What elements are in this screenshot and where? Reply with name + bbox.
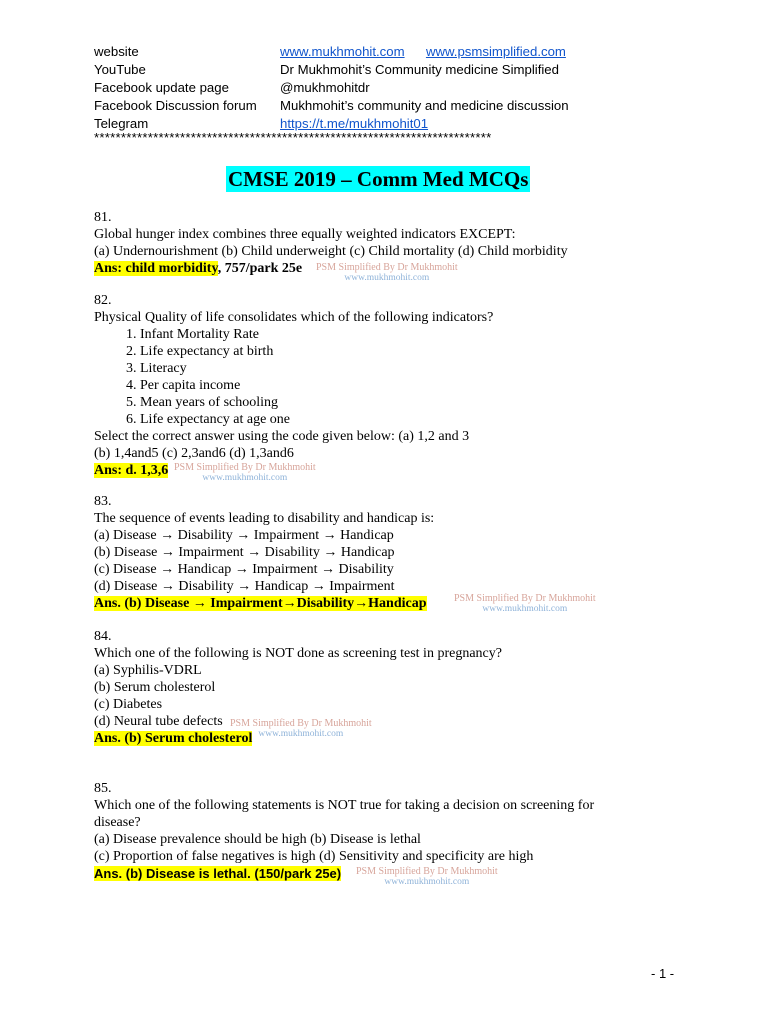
header-label: YouTube (94, 62, 146, 77)
question-number: 82. (94, 293, 112, 308)
watermark: PSM Simplified By Dr Mukhmohit www.mukhmohit.com (230, 718, 372, 739)
question-options: (b) Serum cholesterol (94, 680, 216, 695)
question-options: (b) Disease → Impairment → Disability → Handicap (94, 545, 395, 560)
list-item: 1. Infant Mortality Rate (140, 326, 493, 343)
separator-line: ************************************************************************** (94, 130, 492, 145)
question-options: (a) Syphilis-VDRL (94, 663, 202, 678)
header-row-website (94, 43, 694, 61)
question-options: (b) 1,4and5 (c) 2,3and6 (d) 1,3and6 (94, 446, 294, 461)
question-82 (94, 292, 493, 479)
question-options: (a) Undernourishment (b) Child underweight (c) Child mortality (d) Child morbidity (94, 244, 568, 259)
question-number: 83. (94, 494, 112, 509)
telegram-link[interactable]: https://t.me/mukhmohit01 (280, 116, 429, 131)
question-options: (d) Disease → Disability → Handicap → Impairment (94, 579, 395, 594)
question-options: (d) Neural tube defects (94, 714, 223, 729)
header-value: Dr Mukhmohit’s Community medicine Simplified (280, 62, 559, 77)
watermark: PSM Simplified By Dr Mukhmohit www.mukhmohit.com (174, 462, 316, 483)
header-value: @mukhmohitdr (280, 80, 370, 95)
question-text: Global hunger index combines three equally weighted indicators EXCEPT: (94, 227, 516, 242)
watermark: PSM Simplified By Dr Mukhmohit www.mukhmohit.com (356, 866, 498, 887)
page-title: CMSE 2019 – Comm Med MCQs (228, 167, 529, 191)
question-options: Select the correct answer using the code given below: (a) 1,2 and 3 (94, 429, 470, 444)
list-item: 2. Life expectancy at birth (140, 343, 493, 360)
answer-highlight: Ans: d. 1,3,6 (94, 463, 169, 478)
header-label: Facebook update page (94, 80, 229, 95)
watermark: PSM Simplified By Dr Mukhmohit www.mukhmohit.com (316, 262, 458, 283)
website-link-mukhmohit[interactable]: www.mukhmohit.com (280, 44, 405, 59)
question-83 (94, 493, 434, 612)
header-row-facebook-forum (94, 97, 694, 115)
question-text: The sequence of events leading to disability and handicap is: (94, 511, 435, 526)
header-label: website (94, 44, 139, 59)
indicator-list (94, 326, 493, 428)
answer-reference: , 757/park 25e (217, 261, 303, 276)
header-label: Facebook Discussion forum (94, 98, 257, 113)
question-number: 84. (94, 629, 112, 644)
header-label: Telegram (94, 116, 149, 131)
answer-highlight: Ans: child morbidity (94, 261, 218, 276)
question-options: (c) Proportion of false negatives is high (d) Sensitivity and specificity are high (94, 849, 534, 864)
page-number: - 1 - (651, 966, 675, 981)
question-options: (a) Disease prevalence should be high (b) Disease is lethal (94, 832, 421, 847)
header-row-facebook-page (94, 79, 694, 97)
question-options: (c) Disease → Handicap → Impairment → Disability (94, 562, 394, 577)
answer-highlight: Ans. (b) Disease → Impairment→Disability→Handicap (94, 596, 427, 611)
list-item: 6. Life expectancy at age one (140, 411, 493, 428)
question-options: (a) Disease → Disability → Impairment → Handicap (94, 528, 394, 543)
question-text: Which one of the following is NOT done as screening test in pregnancy? (94, 646, 502, 661)
question-text-continued: disease? (94, 815, 141, 830)
header-row-youtube (94, 61, 694, 79)
list-item: 4. Per capita income (140, 377, 493, 394)
list-item: 3. Literacy (140, 360, 493, 377)
list-item: 5. Mean years of schooling (140, 394, 493, 411)
question-number: 85. (94, 781, 112, 796)
question-options: (c) Diabetes (94, 697, 163, 712)
question-text: Which one of the following statements is NOT true for taking a decision on screening for (94, 798, 595, 813)
question-85 (94, 780, 594, 882)
question-text: Physical Quality of life consolidates which of the following indicators? (94, 310, 494, 325)
header-value: Mukhmohit’s community and medicine discussion (280, 98, 569, 113)
watermark: PSM Simplified By Dr Mukhmohit www.mukhmohit.com (454, 593, 596, 614)
contact-header (94, 43, 694, 133)
website-link-psmsimplified[interactable]: www.psmsimplified.com (425, 44, 566, 59)
answer-highlight: Ans. (b) Serum cholesterol (94, 731, 253, 746)
answer-highlight: Ans. (b) Disease is lethal. (150/park 25e) (94, 866, 342, 881)
question-number: 81. (94, 210, 112, 225)
